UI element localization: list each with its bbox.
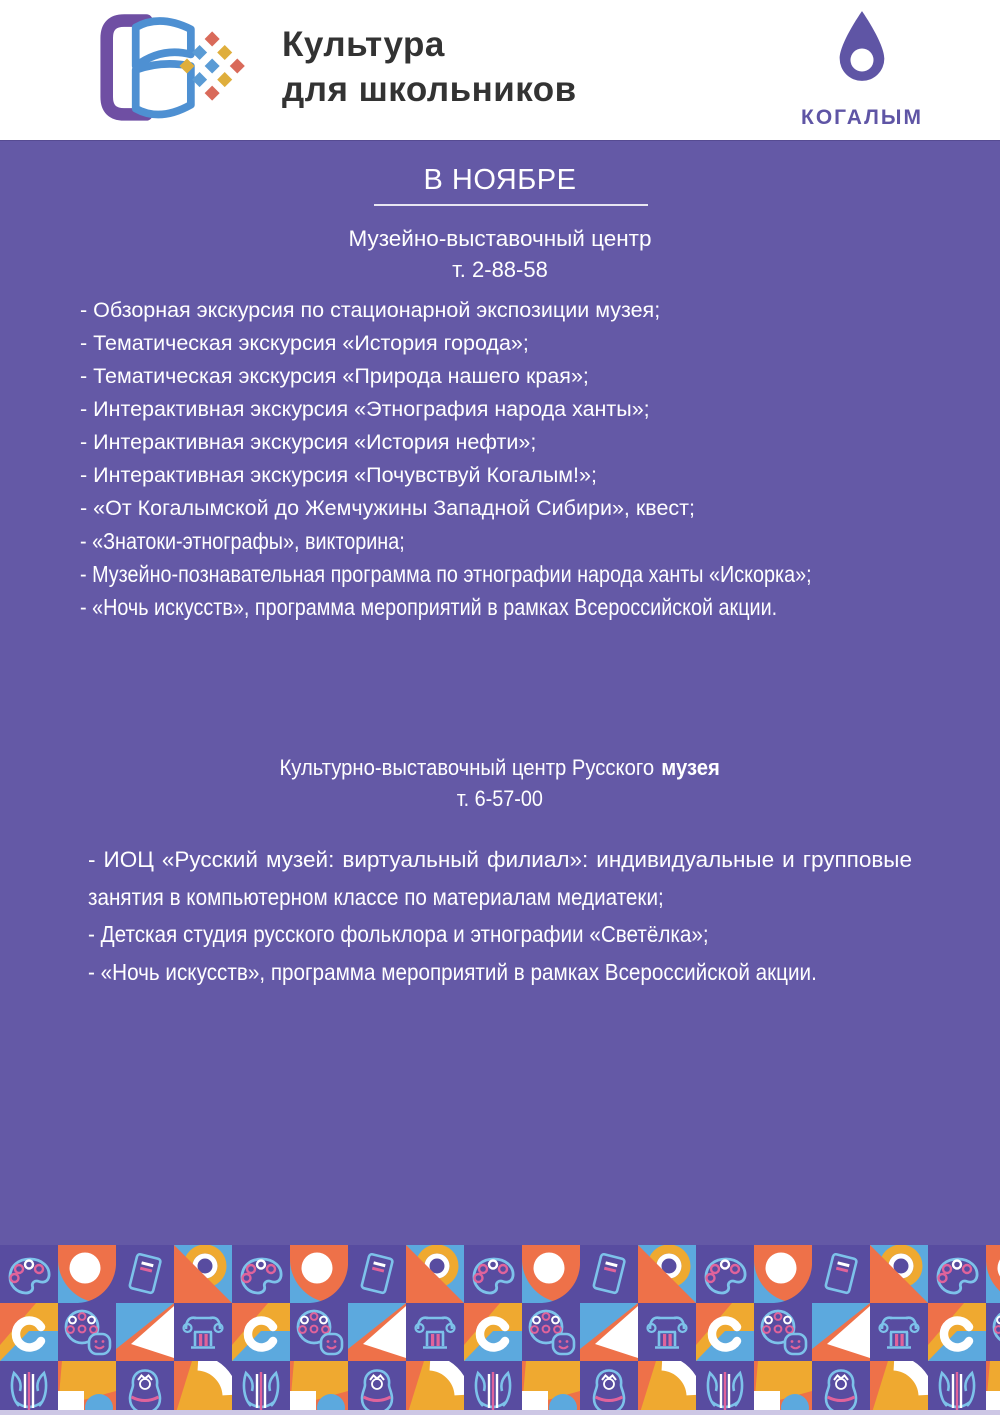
- column-tile-icon: [406, 1303, 464, 1361]
- culture-for-schoolchildren-logo: [92, 8, 577, 126]
- cinema-mask-tile-icon: [754, 1303, 812, 1361]
- matryoshka-tile-icon: [116, 1361, 174, 1415]
- cinema-mask-tile-icon: [522, 1303, 580, 1361]
- cinema-mask-tile-icon: [58, 1303, 116, 1361]
- geo-comp-tile-icon: [522, 1361, 580, 1415]
- event-list-item: - Детская студия русского фольклора и этнографии «Светёлка»;: [88, 921, 709, 947]
- book-tile-icon: [348, 1245, 406, 1303]
- book-tile-icon: [580, 1245, 638, 1303]
- arc-c-tile-icon: [928, 1303, 986, 1361]
- ring-diag-tile-icon: [870, 1245, 928, 1303]
- lyre-tile-icon: [232, 1361, 290, 1415]
- kogalym-label: КОГАЛЫМ: [801, 106, 923, 129]
- section-2-name-inner: [280, 755, 720, 781]
- lyre-tile-icon: [696, 1361, 754, 1415]
- culture-logo-icon: [92, 8, 252, 126]
- geo-comp-tile-icon: [754, 1361, 812, 1415]
- triangle-split-tile-icon: [812, 1303, 870, 1361]
- curve-quarter-tile-icon: [638, 1361, 696, 1415]
- lyre-tile-icon: [464, 1361, 522, 1415]
- curve-quarter-tile-icon: [870, 1361, 928, 1415]
- geo-comp-tile-icon: [58, 1361, 116, 1415]
- event-list-item: - Обзорная экскурсия по стационарной экспозиции музея;: [80, 298, 661, 322]
- event-list-item: - «Знатоки-этнографы», викторина;: [80, 528, 405, 554]
- event-list-item: - Интерактивная экскурсия «Почувствуй Когалым!»;: [80, 463, 597, 487]
- event-list-item: - ИОЦ «Русский музей: виртуальный филиал»: индивидуальные и групповые: [88, 847, 912, 872]
- ring-diag-tile-icon: [174, 1245, 232, 1303]
- geo-comp-tile-icon: [290, 1361, 348, 1415]
- arc-c-tile-icon: [0, 1303, 58, 1361]
- event-list-item: - Музейно-познавательная программа по этнографии народа ханты «Искорка»;: [80, 561, 812, 587]
- triangle-split-tile-icon: [580, 1303, 638, 1361]
- lyre-tile-icon: [928, 1361, 986, 1415]
- section-2-name-text: Культурно-выставочный центр Русского: [279, 755, 655, 780]
- book-tile-icon: [116, 1245, 174, 1303]
- circle-comp-tile-icon: [754, 1245, 812, 1303]
- cinema-mask-tile-icon: [986, 1303, 1000, 1361]
- event-list-item: - Интерактивная экскурсия «История нефти»;: [80, 430, 537, 454]
- event-list-item: - «От Когалымской до Жемчужины Западной Сибири», квест;: [80, 496, 695, 520]
- geo-comp-tile-icon: [986, 1361, 1000, 1415]
- section-1-name: [0, 226, 1000, 252]
- culture-logo-text: [282, 22, 577, 112]
- triangle-split-tile-icon: [348, 1303, 406, 1361]
- section-2-phone-text: т. 6-57-00: [456, 786, 544, 811]
- ring-diag-tile-icon: [406, 1245, 464, 1303]
- event-list-item: занятия в компьютерном классе по материалам медиатеки;: [88, 883, 664, 910]
- section-1-name-text: Музейно-выставочный центр: [348, 226, 652, 251]
- event-list-item: - «Ночь искусств», программа мероприятий в рамках Всероссийской акции.: [88, 958, 817, 985]
- arc-c-tile-icon: [464, 1303, 522, 1361]
- page-header: [0, 0, 1000, 140]
- column-tile-icon: [870, 1303, 928, 1361]
- matryoshka-tile-icon: [812, 1361, 870, 1415]
- matryoshka-tile-icon: [580, 1361, 638, 1415]
- pattern-row: [0, 1303, 1000, 1361]
- event-list-item: - Интерактивная экскурсия «Этнография народа ханты»;: [80, 397, 650, 421]
- circle-comp-tile-icon: [986, 1245, 1000, 1303]
- column-tile-icon: [638, 1303, 696, 1361]
- curve-quarter-tile-icon: [406, 1361, 464, 1415]
- footer-bottom-strip: [0, 1410, 1000, 1415]
- page-title: В НОЯБРЕ: [423, 164, 577, 196]
- section-2-phone: [0, 786, 1000, 812]
- circle-comp-tile-icon: [58, 1245, 116, 1303]
- lyre-tile-icon: [0, 1361, 58, 1415]
- column-tile-icon: [174, 1303, 232, 1361]
- pattern-row: [0, 1245, 1000, 1303]
- palette-tile-icon: [232, 1245, 290, 1303]
- pattern-row: [0, 1361, 1000, 1415]
- event-list-item: - Тематическая экскурсия «История города»;: [80, 331, 529, 355]
- culture-logo-line2: для школьников: [282, 70, 577, 109]
- title-underline: [374, 204, 648, 206]
- circle-comp-tile-icon: [290, 1245, 348, 1303]
- arc-c-tile-icon: [232, 1303, 290, 1361]
- kogalym-drop-icon: [826, 8, 898, 102]
- arc-c-tile-icon: [696, 1303, 754, 1361]
- ring-diag-tile-icon: [638, 1245, 696, 1303]
- event-list-item: - «Ночь искусств», программа мероприятий в рамках Всероссийской акции.: [80, 594, 778, 620]
- book-tile-icon: [812, 1245, 870, 1303]
- kogalym-logo: [782, 8, 942, 130]
- matryoshka-tile-icon: [348, 1361, 406, 1415]
- section-1-phone: т. 2-88-58: [452, 257, 548, 282]
- section-1-event-list: [80, 294, 970, 624]
- culture-logo-line1: Культура: [282, 25, 445, 64]
- section-2-name-bold: музея: [661, 755, 721, 780]
- curve-quarter-tile-icon: [174, 1361, 232, 1415]
- cinema-mask-tile-icon: [290, 1303, 348, 1361]
- circle-comp-tile-icon: [522, 1245, 580, 1303]
- palette-tile-icon: [696, 1245, 754, 1303]
- footer-pattern: [0, 1245, 1000, 1415]
- triangle-split-tile-icon: [116, 1303, 174, 1361]
- section-2-event-list: [88, 841, 912, 991]
- palette-tile-icon: [928, 1245, 986, 1303]
- event-list-item: - Тематическая экскурсия «Природа нашего края»;: [80, 364, 589, 388]
- section-2-name: [0, 755, 1000, 781]
- palette-tile-icon: [0, 1245, 58, 1303]
- palette-tile-icon: [464, 1245, 522, 1303]
